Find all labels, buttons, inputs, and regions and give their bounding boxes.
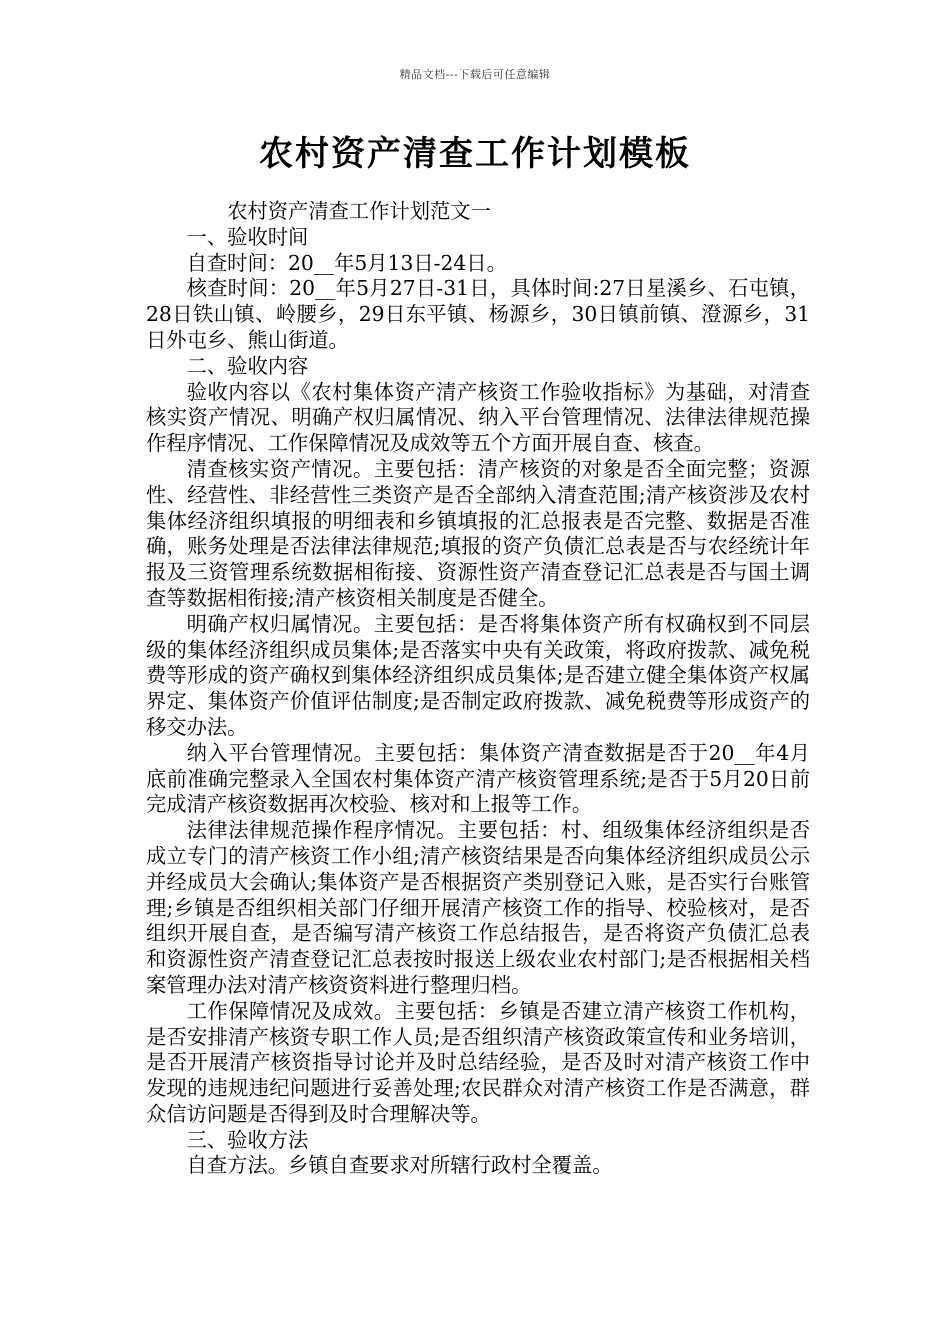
section-heading-3: 三、验收方法 [186, 1127, 309, 1152]
paragraph-asset-verification: 清查核实资产情况。主要包括：清产核资的对象是否全面完整；资源性、经营性、非经营性三类资产是否全部纳入清查范围;清产核资涉及农村集体经济组织填报的明细表和乡镇填报的汇总报表是否完整、数据是否准确，账务处理是否法律法律规范;填报的资产负债汇总表是否与农经统计年报及三资管理系统数据相衔接、资源性资产清查登记汇总表是否与国土调查等数据相衔接;清产核资相关制度是否健全。 [146, 456, 810, 610]
paragraph-self-check-time: 自查时间：20__年5月13日-24日。 [186, 250, 507, 275]
paragraph-procedures: 法律法律规范操作程序情况。主要包括：村、组级集体经济组织是否成立专门的清产核资工作小组;清产核资结果是否向集体经济组织成员公示并经成员大会确认;集体资产是否根据资产类别登记入账，是否实行台账管理;乡镇是否组织相关部门仔细开展清产核资工作的指导、校验核对，是否组织开展自查，是否编写清产核资工作总结报告，是否将资产负债汇总表和资源性资产清查登记汇总表按时报送上级农业农村部门;是否根据相关档案管理办法对清产核资资料进行整理归档。 [146, 818, 810, 997]
paragraph-content-overview: 验收内容以《农村集体资产清产核资工作验收指标》为基础，对清查核实资产情况、明确产权归属情况、纳入平台管理情况、法律法律规范操作程序情况、工作保障情况及成效等五个方面开展自查、核查。 [146, 379, 810, 456]
section-heading-2: 二、验收内容 [186, 353, 309, 378]
document-title: 农村资产清查工作计划模板 [259, 134, 691, 174]
paragraph-property-rights: 明确产权归属情况。主要包括：是否将集体资产所有权确权到不同层级的集体经济组织成员集体;是否落实中央有关政策，将政府拨款、减免税费等形成的资产确权到集体经济组织成员集体;是否建立健全集体资产权属界定、集体资产价值评估制度;是否制定政府拨款、减免税费等形成资产的移交办法。 [146, 611, 810, 739]
paragraph-review-time: 核查时间：20__年5月27日-31日，具体时间:27日星溪乡、石屯镇，28日铁山镇、岭腰乡，29日东平镇、杨源乡，30日镇前镇、澄源乡，31日外屯乡、熊山街道。 [146, 276, 810, 352]
header-note: 精品文档---下载后可任意编辑 [399, 68, 551, 81]
paragraph-work-guarantee: 工作保障情况及成效。主要包括：乡镇是否建立清产核资工作机构，是否安排清产核资专职工作人员;是否组织清产核资政策宣传和业务培训，是否开展清产核资指导讨论并及时总结经验，是否及时对清产核资工作中发现的违规违纪问题进行妥善处理;农民群众对清产核资工作是否满意，群众信访问题是否得到及时合理解决等。 [146, 998, 810, 1126]
paragraph-platform-management: 纳入平台管理情况。主要包括：集体资产清查数据是否于20__年4月底前准确完整录入全国农村集体资产清产核资管理系统;是否于5月20日前完成清产核资数据再次校验、核对和上报等工作。 [146, 740, 810, 817]
document-body [146, 199, 810, 1179]
section-heading-1: 一、验收时间 [186, 224, 309, 249]
paragraph-self-check-method: 自查方法。乡镇自查要求对所辖行政村全覆盖。 [186, 1153, 613, 1178]
document-subtitle: 农村资产清查工作计划范文一 [227, 199, 491, 223]
